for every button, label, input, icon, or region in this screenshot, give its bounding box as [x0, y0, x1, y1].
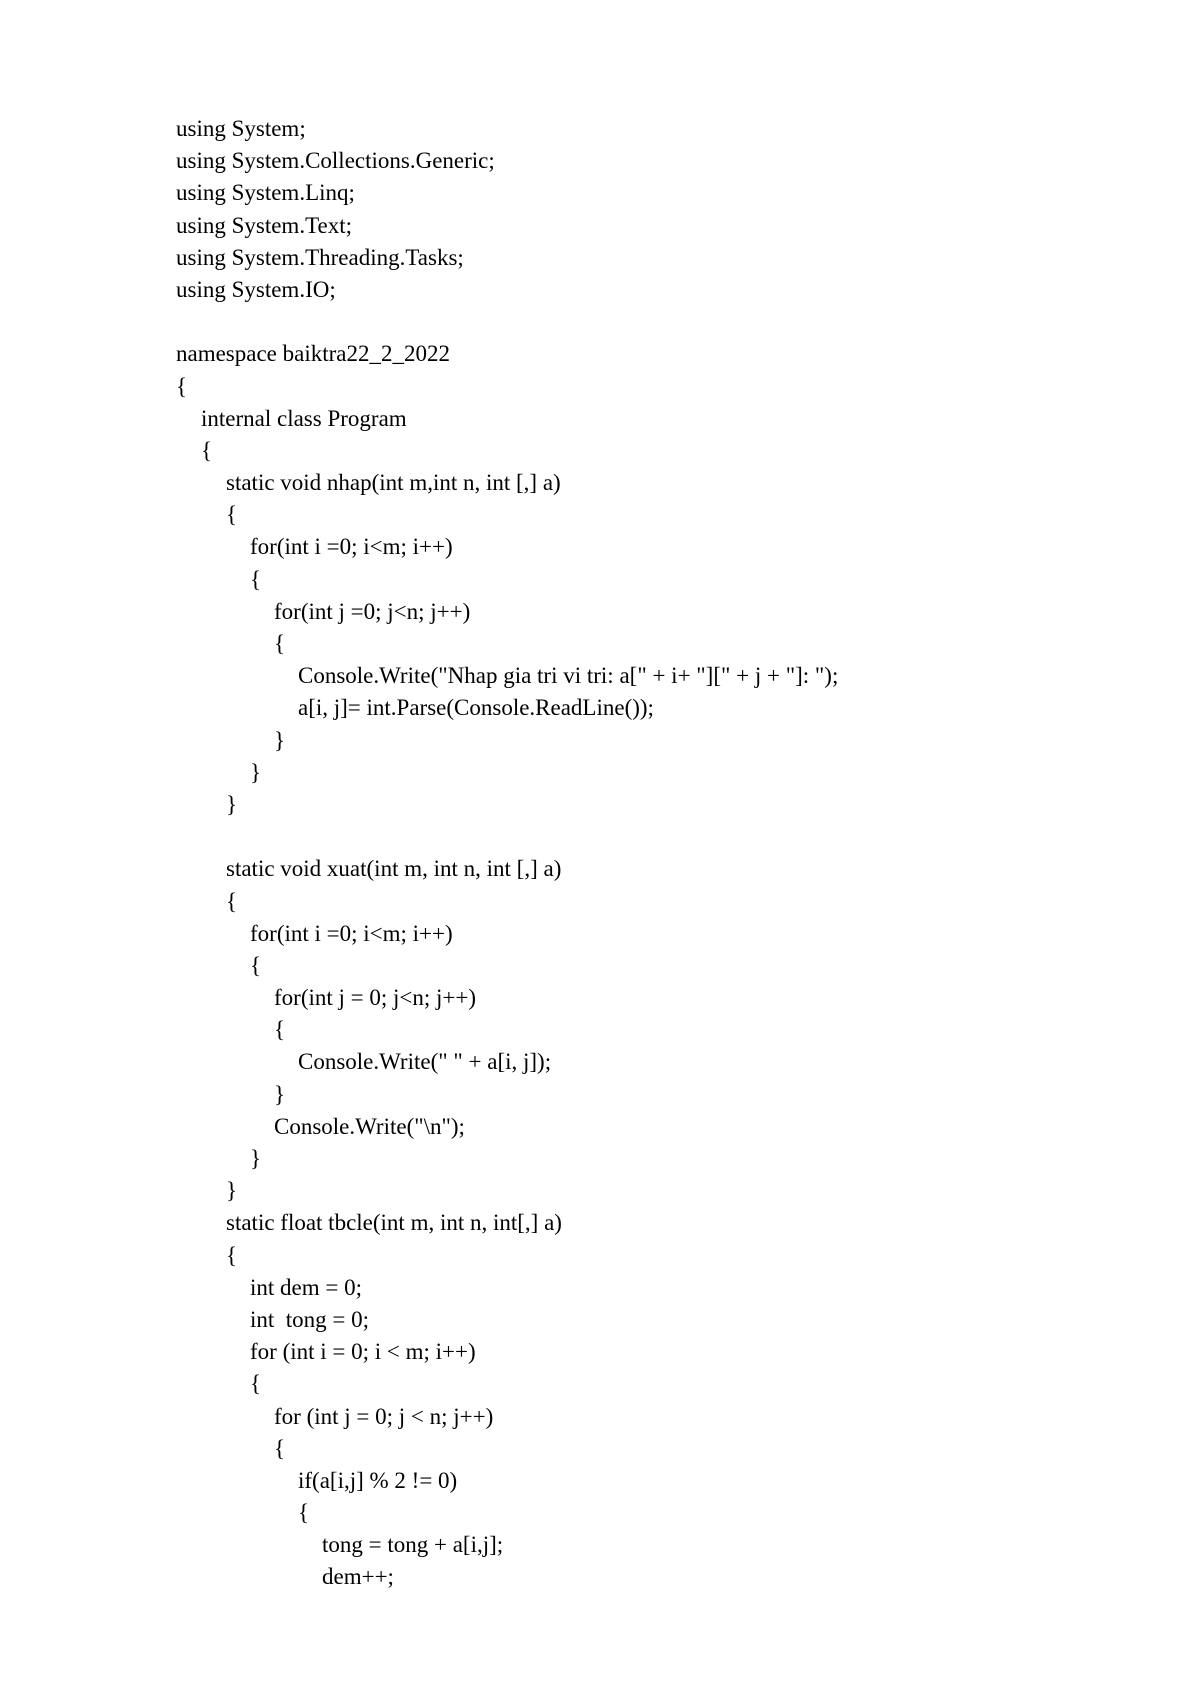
code-line: {: [201, 437, 213, 463]
code-line: internal class Program: [201, 405, 407, 431]
code-line: Console.Write("\n");: [274, 1113, 465, 1139]
code-line: using System.Threading.Tasks;: [176, 244, 464, 270]
code-line: {: [274, 1017, 286, 1043]
code-line: using System.Collections.Generic;: [176, 148, 495, 174]
code-line: {: [274, 1435, 286, 1461]
code-line: {: [274, 631, 286, 656]
code-line: int dem = 0;: [250, 1274, 362, 1300]
code-line: {: [226, 502, 238, 528]
code-line: for(int i =0; i<m; i++): [250, 534, 453, 560]
code-line: {: [250, 952, 262, 978]
blank-line: [176, 306, 1136, 338]
code-listing: [176, 113, 1136, 1594]
code-line: using System;: [176, 116, 306, 141]
code-line: {: [176, 373, 188, 399]
code-line: static float tbcle(int m, int n, int[,] a): [226, 1210, 562, 1236]
blank-line: [176, 821, 1136, 853]
code-line: for(int j = 0; j<n; j++): [274, 985, 477, 1011]
code-line: for(int i =0; i<m; i++): [250, 920, 453, 946]
code-line: {: [250, 566, 262, 592]
code-line: using System.IO;: [176, 276, 336, 302]
code-line: for(int j =0; j<n; j++): [274, 598, 471, 624]
code-line: {: [226, 1242, 238, 1268]
code-line: if(a[i,j] % 2 != 0): [298, 1467, 458, 1493]
code-line: tong = tong + a[i,j];: [322, 1532, 504, 1558]
code-line: static void xuat(int m, int n, int [,] a): [226, 856, 562, 882]
code-line: int tong = 0;: [250, 1306, 370, 1332]
code-line: Console.Write(" " + a[i, j]);: [298, 1049, 552, 1075]
code-line: using System.Text;: [176, 212, 353, 238]
code-line: Console.Write("Nhap gia tri vi tri: a[" + i+ "][" + j + "]: ");: [298, 663, 839, 689]
code-line: {: [250, 1371, 262, 1397]
code-line: static void nhap(int m,int n, int [,] a): [226, 470, 561, 496]
code-line: }: [274, 727, 286, 753]
code-line: {: [226, 888, 238, 914]
code-line: }: [250, 759, 262, 785]
code-line: a[i, j]= int.Parse(Console.ReadLine());: [298, 695, 654, 721]
code-line: }: [274, 1081, 286, 1107]
code-line: }: [250, 1146, 262, 1171]
code-line: }: [226, 1178, 238, 1204]
code-line: namespace baiktra22_2_2022: [176, 341, 450, 367]
code-line: for (int j = 0; j < n; j++): [274, 1403, 494, 1429]
code-line: for (int i = 0; i < m; i++): [250, 1339, 476, 1365]
code-line: }: [226, 791, 238, 817]
code-line: {: [298, 1500, 310, 1526]
code-line: dem++;: [322, 1564, 394, 1590]
code-line: using System.Linq;: [176, 180, 355, 206]
